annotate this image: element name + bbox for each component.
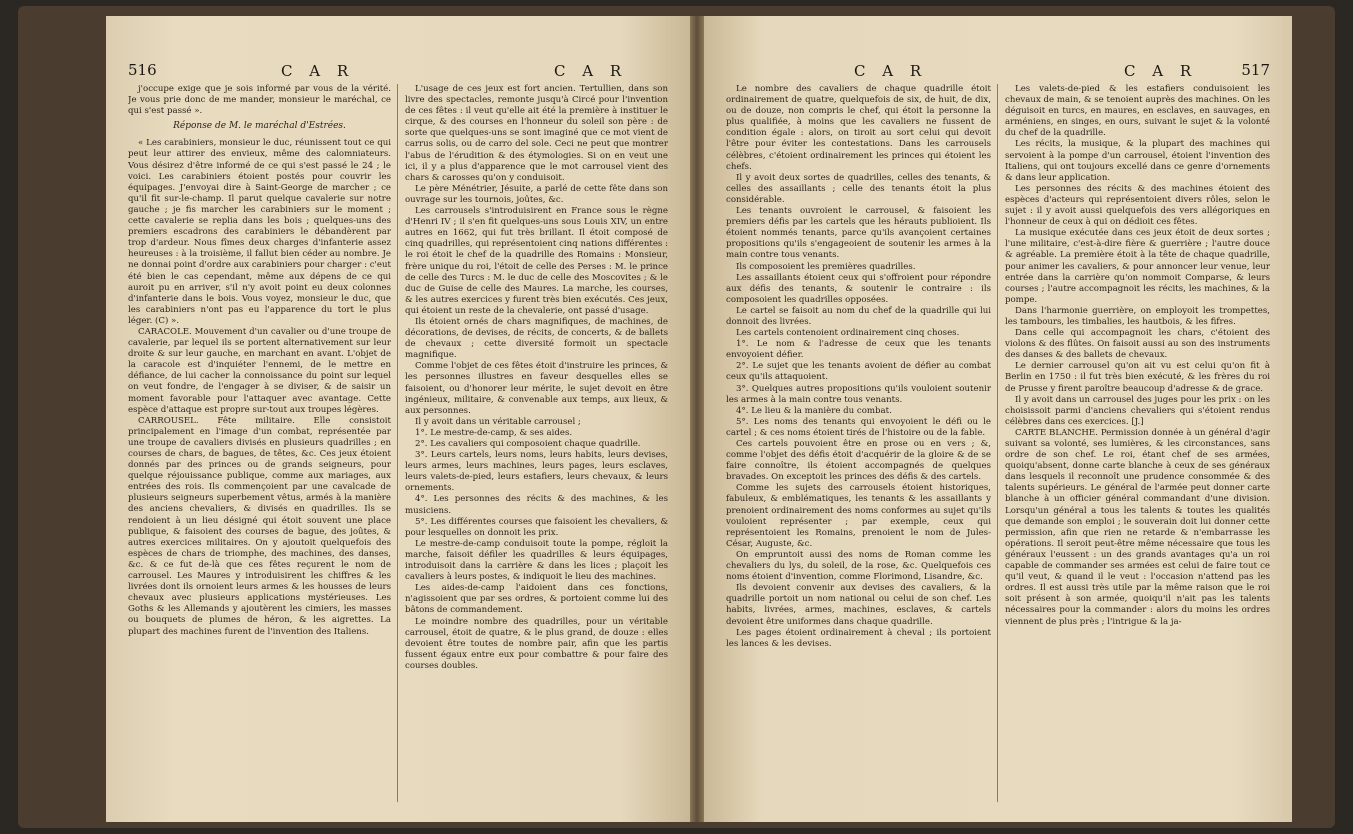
paragraph: « Les carabiniers, monsieur le duc, réunissent tout ce qui peut leur attirer des envieux, même des calomniateurs. Vous désirez d'être informé de ce qui s'est passé le 24 ; le voici. Les carabiniers étoient postés pour couvrir les équipages. J'envoyai dire à Saint-George de marcher ; ce qu'il fit sur-le-champ. Il parut quelque cavalerie sur notre gauche ; je fis marcher les carabiniers sur le moment ; cette cavalerie se replia dans les bois ; quelques-uns des premiers escadrons des carabiniers le débandèrent par trop d'ardeur. Nous fîmes deux charges d'infanterie assez heureuses : à la troisième, il fallut bien céder au nombre. Je ne donnai point d'ordre aux carabiniers pour charger : c'eut été bien le cas cependant, même aux dépens de ce qui auroit pu en arriver, s'il n'y avoit point eu deux colonnes d'infanterie dans le bois. Vous voyez, monsieur le duc, que les carabiniers n'ont pas eu l'apparence du tort le plus léger. (C) ». bbox=[128, 138, 391, 326]
paragraph: 1°. Le mestre-de-camp, & ses aides. bbox=[415, 427, 573, 438]
text-column-1 bbox=[726, 84, 991, 810]
paragraph: 3°. Quelques autres propositions qu'ils vouloient soutenir les armes à la main contre tous venants. bbox=[726, 383, 991, 405]
page-number: 517 bbox=[1241, 61, 1270, 79]
running-head: C A R bbox=[281, 62, 355, 80]
paragraph: Ils étoient ornés de chars magnifiques, de machines, de décorations, de devises, de récits, de concerts, & de ballets de chevaux ; cette diversité formoit un spectacle magnifique. bbox=[405, 316, 668, 361]
paragraph: Ils composoient les premières quadrilles. bbox=[736, 261, 916, 272]
paragraph: Les récits, la musique, & la plupart des machines qui servoient à la pompe d'un carrousel, étoient l'invention des Italiens, qui ont toujours excellé dans ce genre d'ornements & dans leur application. bbox=[1005, 139, 1270, 183]
paragraph: On empruntoit aussi des noms de Roman comme les chevaliers du lys, du soleil, de la rose, &c. Quelquefois ces noms étoient d'invention, comme Florimond, Lisandre, &c. bbox=[726, 549, 991, 583]
paragraph: 5°. Les noms des tenants qui envoyoient le défi ou le cartel ; & ces noms étoient tirés de l'histoire ou de la fable. bbox=[726, 416, 991, 438]
text-column-1 bbox=[128, 84, 391, 810]
paragraph: Comme l'objet de ces fêtes étoit d'instruire les princes, & les personnes illustres en faveur desquelles elles se faisoient, ou d'honorer leur mérite, le sujet devoit en être ingénieux, militaire, & convenable aux temps, aux lieux, & aux personnes. bbox=[405, 361, 668, 416]
paragraph: Réponse de M. le maréchal d'Estrées. bbox=[173, 121, 346, 132]
paragraph: L'usage de ces jeux est fort ancien. Tertullien, dans son livre des spectacles, remonte jusqu'à Circé pour l'invention de ces fêtes : il veut qu'elle ait été la première à instituer le cirque, & des courses en l'honneur du soleil son père : de sorte que quelques-uns se sont imaginé que ce mot vient de carrus solis, ou de carro del sole. Ceci ne peut que montrer l'abus de l'érudition & des étymologies. Si on en veut une ici, il y a plus d'apparence que le mot carrousel vient des chars & carosses qu'on y conduisoit. bbox=[405, 84, 668, 183]
paragraph: Il y avoit dans un carrousel des juges pour les prix : on les choisissoit parmi d'anciens chevaliers qui s'étoient rendus célèbres dans ces exercices. [J.] bbox=[1005, 394, 1270, 427]
right-page bbox=[704, 16, 1292, 822]
columns bbox=[726, 84, 1270, 810]
paragraph: Les cartels contenoient ordinairement cinq choses. bbox=[736, 328, 960, 339]
paragraph: Comme les sujets des carrousels étoient historiques, fabuleux, & emblématiques, les tenants & les assaillants y prenoient ordinairement des noms conformes au sujet qu'ils vouloient représenter ; par exemple, ceux qui représentoient les Romains, prenoient le nom de Jules-César, Auguste, &c. bbox=[726, 483, 991, 549]
paragraph: Dans celle qui accompagnoit les chars, c'étoient des violons & des flûtes. On faisoit aussi au son des instruments des danses & des ballets de chevaux. bbox=[1005, 328, 1270, 361]
paragraph: j'occupe exige que je sois informé par vous de la vérité. Je vous prie donc de me mander, monsieur le maréchal, ce qui s'est passé ». bbox=[128, 84, 391, 117]
paragraph: Les valets-de-pied & les estafiers conduisoient les chevaux de main, & se tenoient auprès des machines. On les déguisoit en turcs, en maures, en esclaves, en sauvages, en arméniens, en singes, en ours, suivant le sujet & la volonté du chef de la quadrille. bbox=[1005, 84, 1270, 139]
paragraph: Le dernier carrousel qu'on ait vu est celui qu'on fit à Berlin en 1750 : il fut très bien exécuté, & les frères du roi de Prusse y firent paroître beaucoup d'adresse & de grace. bbox=[1005, 361, 1270, 394]
columns bbox=[128, 84, 668, 810]
paragraph: 2°. Le sujet que les tenants avoient de défier au combat ceux qu'ils attaquoient. bbox=[726, 361, 991, 383]
paragraph: La musique exécutée dans ces jeux étoit de deux sortes ; l'une militaire, c'est-à-dire fière & guerrière ; l'autre douce & agréable. La première étoit à la tête de chaque quadrille, pour animer les cavaliers, & pour annoncer leur venue, leur entrée dans la carrière qu'on nommoit Comparse, & leurs courses ; l'autre accompagnoit les récits, les machines, & la pompe. bbox=[1005, 228, 1270, 305]
paragraph: Le cartel se faisoit au nom du chef de la quadrille qui lui donnoit des livrées. bbox=[726, 305, 991, 327]
text-column-2 bbox=[1005, 84, 1270, 810]
paragraph: Le mestre-de-camp conduisoit toute la pompe, régloit la marche, faisoit défiler les quadrilles & leurs équipages, introduisoit dans la carrière & dans les lices ; plaçoit les cavaliers à leurs postes, & indiquoit le lieu des machines. bbox=[405, 538, 668, 583]
running-head: C A R bbox=[1124, 62, 1198, 80]
paragraph: 2°. Les cavaliers qui composoient chaque quadrille. bbox=[415, 439, 641, 449]
paragraph: CARTE BLANCHE. Permission donnée à un général d'agir suivant sa volonté, ses lumières, & les circonstances, sans ordre de son chef. Le roi, étant chef de ses armées, quoiqu'absent, donne carte blanche à ceux de ses généraux dans lesquels il reconnoît une prudence consommée & des talents supérieurs. Le général de l'armée peut donner carte blanche à un officier général commandant d'une division. Lorsqu'un général a tous les talents & toutes les qualités que demande son emploi ; le souverain doit lui donner cette permission, afin que rien ne retarde & n'embarrasse les opérations. Il seroit peut-être même nécessaire que tous les généraux l'eussent : un des grands avantages qu'a un roi capable de commander ses armées est celui de faire tout ce qu'il veut, & quand il le veut : l'occasion n'attend pas les ordres. Il est aussi très utile par la même raison que le roi soit présent à son armée, quoiqu'il n'ait pas les talents nécessaires pour la commander : alors du moins les ordres viennent de plus près ; l'intrigue & la ja- bbox=[1005, 427, 1270, 627]
book-spread bbox=[18, 6, 1335, 828]
paragraph: Les pages étoient ordinairement à cheval ; ils portoient les lances & les devises. bbox=[726, 627, 991, 649]
paragraph: Ces cartels pouvoient être en prose ou en vers ; &, comme l'objet des défis étoit d'acquérir de la gloire & de se faire connoître, ils étoient accompagnés de quelques bravades. On exceptoit les princes des défis & des cartels. bbox=[726, 439, 991, 483]
paragraph: 4°. Les personnes des récits & des machines, & les musiciens. bbox=[405, 494, 668, 516]
paragraph: 5°. Les différentes courses que faisoient les chevaliers, & pour lesquelles on donnoit les prix. bbox=[405, 516, 668, 538]
paragraph: Les tenants ouvroient le carrousel, & faisoient les premiers défis par les cartels que les hérauts publioient. Ils étoient nommés tenants, parce qu'ils avançoient certaines propositions qu'ils s'engageoient de soutenir les armes à la main contre tous venants. bbox=[726, 206, 991, 261]
paragraph: Les aides-de-camp l'aidoient dans ces fonctions, n'agissoient que par ses ordres, & portoient comme lui des bâtons de commandement. bbox=[405, 583, 668, 616]
text-column-2 bbox=[405, 84, 668, 810]
paragraph: Il y avoit deux sortes de quadrilles, celles des tenants, & celles des assaillants ; celle des tenants étoit la plus considérable. bbox=[726, 172, 991, 205]
paragraph: Les personnes des récits & des machines étoient des espèces d'acteurs qui représentoient divers rôles, selon le sujet : il y avoit aussi quelquefois des vers allégoriques en l'honneur de ceux à qui on dédioit ces fêtes. bbox=[1005, 183, 1270, 228]
paragraph: Ils devoient convenir aux devises des cavaliers, & la quadrille portoit un nom national ou celui de son chef. Les habits, livrées, armes, machines, esclaves, & cartels devoient être uniformes dans chaque quadrille. bbox=[726, 583, 991, 627]
left-page bbox=[106, 16, 690, 822]
paragraph: 3°. Leurs cartels, leurs noms, leurs habits, leurs devises, leurs armes, leurs machines, leurs pages, leurs esclaves, leurs valets-de-pied, leurs estafiers, leurs chevaux, & leurs ornements. bbox=[405, 450, 668, 494]
paragraph: Les assaillants étoient ceux qui s'offroient pour répondre aux défis des tenants, & soutenir le contraire : ils composoient les quadrilles opposées. bbox=[726, 272, 991, 305]
paragraph: Le nombre des cavaliers de chaque quadrille étoit ordinairement de quatre, quelquefois de six, de huit, de dix, ou de douze, non compris le chef, qui étoit la personne la plus qualifiée, à moins que les cavaliers ne fussent de condition égale : alors, on tiroit au sort celui qui devoit l'être pour éviter les contestations. Dans les carrousels célèbres, c'étoient ordinairement les princes qui étoient les chefs. bbox=[726, 84, 991, 172]
paragraph: Le moindre nombre des quadrilles, pour un véritable carrousel, étoit de quatre, & le plus grand, de douze : elles devoient être toutes de nombre pair, afin que les partis fussent égaux entre eux pour combattre & pour faire des courses doubles. bbox=[405, 616, 668, 671]
paragraph: Les carrousels s'introduisirent en France sous le règne d'Henri IV ; il s'en fit quelques-uns sous Louis XIV, un entre autres en 1662, qui fut très brillant. Il étoit composé de cinq quadrilles, qui représentoient cinq nations différentes : le roi étoit le chef de la quadrille des Romains : Monsieur, frère unique du roi, l'étoit de celle des Perses : M. le prince de celle des Turcs : M. le duc de celle des Moscovites ; & le duc de Guise de celle des Maures. La marche, les courses, & les autres exercices y furent très bien exécutés. Ces jeux, qui étoient un reste de la chevalerie, ont passé d'usage. bbox=[405, 206, 668, 316]
paragraph: CARACOLE. Mouvement d'un cavalier ou d'une troupe de cavalerie, par lequel ils se portent alternativement sur leur droite & sur leur gauche, en marchant en avant. L'objet de la caracole est d'inquiéter l'ennemi, de le mettre en défiance, de lui cacher la connoissance du point sur lequel on veut fondre, de l'engager à se diviser, & de saisir un moment favorable pour l'attaquer avec avantage. Cette espèce d'attaque est propre sur-tout aux troupes légères. bbox=[128, 326, 391, 415]
paragraph: 1°. Le nom & l'adresse de ceux que les tenants envoyoient défier. bbox=[726, 339, 991, 361]
page-number: 516 bbox=[128, 61, 157, 79]
paragraph: Le père Ménétrier, Jésuite, a parlé de cette fête dans son ouvrage sur les tournois, joûtes, &c. bbox=[405, 183, 668, 205]
book-gutter bbox=[690, 16, 704, 822]
running-head: C A R bbox=[554, 62, 628, 80]
paragraph: 4°. Le lieu & la manière du combat. bbox=[736, 405, 892, 416]
running-head: C A R bbox=[854, 62, 928, 80]
paragraph: Dans l'harmonie guerrière, on employoit les trompettes, les tambours, les timbalies, les hautbois, & les fifres. bbox=[1005, 305, 1270, 327]
paragraph: CARROUSEL. Fête militaire. Elle consistoit principalement en l'image d'un combat, représentée par une troupe de cavaliers divisés en plusieurs quadrilles ; en courses de chars, de bagues, de têtes, &c. Ces jeux étoient donnés par des princes ou de grands seigneurs, pour quelque réjouissance publique, comme aux mariages, aux entrées des rois. Ils commençoient par une cavalcade de plusieurs seigneurs superbement vêtus, armés à la manière des anciens chevaliers, & divisés en quadrilles. Ils se rendoient à un lieu désigné qui étoit souvent une place publique, & faisoient des courses de bague, des joûtes, & autres exercices militaires. On y ajoutoit quelquefois des espèces de chars de triomphe, des machines, des danses, &c. & ce fut de-là que ces fêtes reçurent le nom de carrousel. Les Maures y introduisirent les chiffres & les livrées dont ils ornoient leurs armes & les housses de leurs chevaux avec plusieurs applications mystérieuses. Les Goths & les Allemands y ajoutèrent les cimiers, les masses ou bouquets de plumes de héron, & les aigrettes. La plupart des machines furent de l'invention des Italiens. bbox=[128, 415, 391, 637]
paragraph: Il y avoit dans un véritable carrousel ; bbox=[415, 416, 581, 427]
